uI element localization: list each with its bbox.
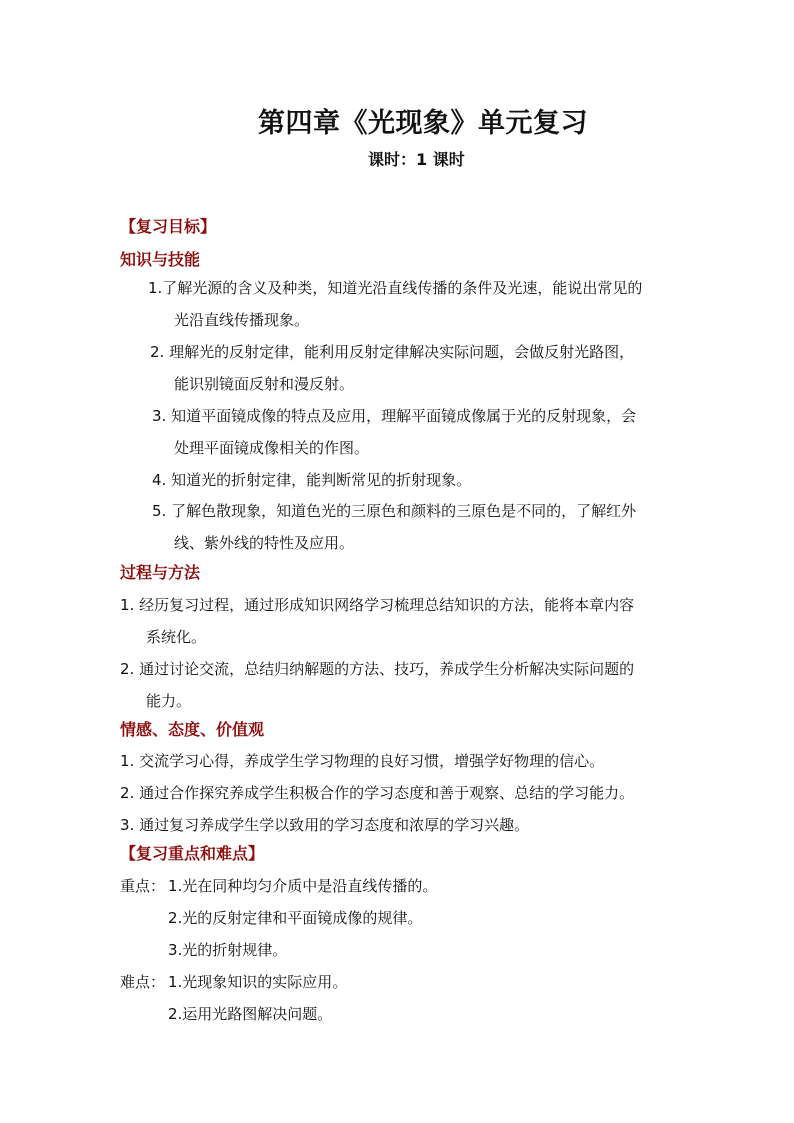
knowledge-item-1-line-2: 光沿直线传播现象。 [174,311,310,329]
knowledge-item-4-line-1: 4. 知道光的折射定律，能判断常见的折射现象。 [152,471,472,489]
knowledge-item-2-line-2: 能识别镜面反射和漫反射。 [174,375,355,393]
knowledge-item-5-line-2: 线、紫外线的特性及应用。 [174,534,355,552]
page-subtitle: 课时：1 课时 [368,150,465,169]
key-heading: 【复习重点和难点】 [120,844,265,863]
key-point-1: 1.光在同种均匀介质中是沿直线传播的。 [168,877,438,895]
knowledge-item-3-line-1: 3. 知道平面镜成像的特点及应用，理解平面镜成像属于光的反射现象，会 [152,407,637,425]
difficult-point-1: 1.光现象知识的实际应用。 [168,973,348,991]
goals-heading: 【复习目标】 [120,217,217,236]
emotion-item-2: 2. 通过合作探究养成学生积极合作的学习态度和善于观察、总结的学习能力。 [120,784,635,802]
knowledge-item-3-line-2: 处理平面镜成像相关的作图。 [174,439,370,457]
process-item-2-line-2: 能力。 [146,692,192,710]
knowledge-item-2-line-1: 2. 理解光的反射定律，能利用反射定律解决实际问题，会做反射光路图， [150,343,635,361]
knowledge-heading: 知识与技能 [120,250,201,269]
key-point-2: 2.光的反射定律和平面镜成像的规律。 [168,909,423,927]
process-item-1-line-1: 1. 经历复习过程，通过形成知识网络学习梳理总结知识的方法，能将本章内容 [120,596,635,614]
key-point-3: 3.光的折射规律。 [168,941,288,959]
emotion-heading: 情感、态度、价值观 [120,720,265,739]
key-points-label: 重点： [120,877,166,895]
process-item-2-line-1: 2. 通过讨论交流，总结归纳解题的方法、技巧，养成学生分析解决实际问题的 [120,660,635,678]
process-item-1-line-2: 系统化。 [146,628,207,646]
page-title: 第四章《光现象》单元复习 [258,108,588,139]
difficult-points-label: 难点： [120,973,166,991]
emotion-item-1: 1. 交流学习心得，养成学生学习物理的良好习惯，增强学好物理的信心。 [120,752,605,770]
knowledge-item-1-line-1: 1.了解光源的含义及种类，知道光沿直线传播的条件及光速，能说出常见的 [148,279,643,297]
process-heading: 过程与方法 [120,563,201,582]
emotion-item-3: 3. 通过复习养成学生学以致用的学习态度和浓厚的学习兴趣。 [120,816,530,834]
knowledge-item-5-line-1: 5. 了解色散现象，知道色光的三原色和颜料的三原色是不同的，了解红外 [152,502,637,520]
difficult-point-2: 2.运用光路图解决问题。 [168,1005,333,1023]
